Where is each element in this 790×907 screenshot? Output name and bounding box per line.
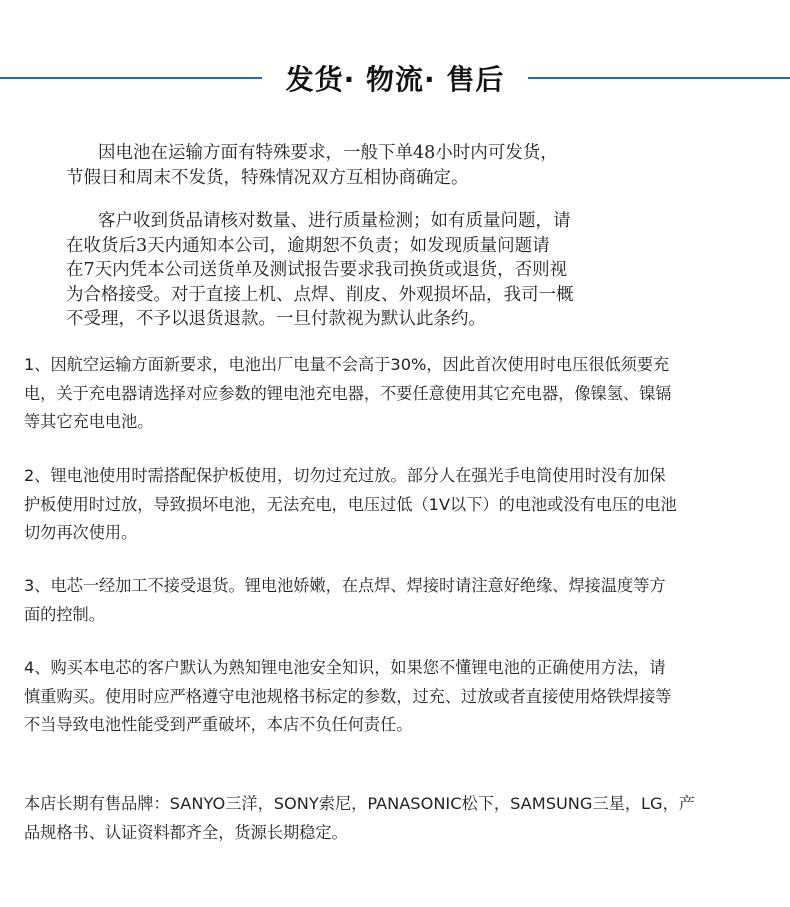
text-line: 护板使用时过放，导致损坏电池，无法充电，电压过低（1V以下）的电池或没有电压的电池 bbox=[24, 494, 677, 514]
text-line: 节假日和周末不发货，特殊情况双方互相协商确定。 bbox=[66, 167, 469, 188]
text-line: 因电池在运输方面有特殊要求，一般下单48小时内可发货， bbox=[98, 143, 558, 163]
page-title: 发货· 物流· 售后 bbox=[285, 63, 505, 96]
notice-item-2 bbox=[24, 462, 780, 548]
section-header bbox=[0, 52, 790, 104]
text-line: 2、锂电池使用时需搭配保护板使用，切勿过充过放。部分人在强光手电筒使用时没有加保 bbox=[24, 466, 666, 485]
notice-item-1 bbox=[24, 351, 780, 437]
text-line: 在7天内凭本公司送货单及测试报告要求我司换货或退货，否则视 bbox=[66, 260, 568, 280]
header-rule-left bbox=[0, 77, 262, 79]
text-line: 1、因航空运输方面新要求，电池出厂电量不会高于30%，因此首次使用时电压很低须要充 bbox=[24, 355, 670, 374]
header-rule-right bbox=[528, 77, 790, 79]
text-line: 3、电芯一经加工不接受退货。锂电池娇嫩，在点焊、焊接时请注意好绝缘、焊接温度等方 bbox=[24, 576, 666, 595]
shipping-paragraph bbox=[66, 141, 558, 190]
text-line: 慎重购买。使用时应严格遵守电池规格书标定的参数，过充、过放或者直接使用烙铁焊接等 bbox=[24, 686, 672, 706]
notice-item-4 bbox=[24, 654, 780, 740]
text-line: 为合格接受。对于直接上机、点焊、削皮、外观损坏品，我司一概 bbox=[66, 284, 574, 305]
text-line: 电，关于充电器请选择对应参数的锂电池充电器，不要任意使用其它充电器，像镍氢、镍镉 bbox=[24, 383, 672, 403]
text-line: 品规格书、认证资料都齐全，货源长期稳定。 bbox=[24, 822, 348, 842]
text-line: 客户收到货品请核对数量、进行质量检测；如有质量问题，请 bbox=[98, 211, 571, 231]
text-line: 不受理，不予以退货退款。一旦付款视为默认此条约。 bbox=[66, 309, 486, 329]
text-line: 4、购买本电芯的客户默认为熟知锂电池安全知识，如果您不懂锂电池的正确使用方法，请 bbox=[24, 658, 666, 677]
text-line: 本店长期有售品牌：SANYO三洋，SONY索尼，PANASONIC松下，SAMSUNG三星，LG，产 bbox=[24, 794, 695, 813]
brand-notice bbox=[24, 790, 780, 847]
notice-item-3 bbox=[24, 572, 780, 629]
text-line: 不当导致电池性能受到严重破坏，本店不负任何责任。 bbox=[24, 715, 413, 734]
text-line: 切勿再次使用。 bbox=[24, 523, 138, 542]
text-line: 在收货后3天内通知本公司，逾期恕不负责；如发现质量问题请 bbox=[66, 235, 550, 256]
text-line: 等其它充电电池。 bbox=[24, 412, 154, 431]
inspection-paragraph bbox=[66, 209, 574, 332]
text-line: 面的控制。 bbox=[24, 604, 105, 624]
